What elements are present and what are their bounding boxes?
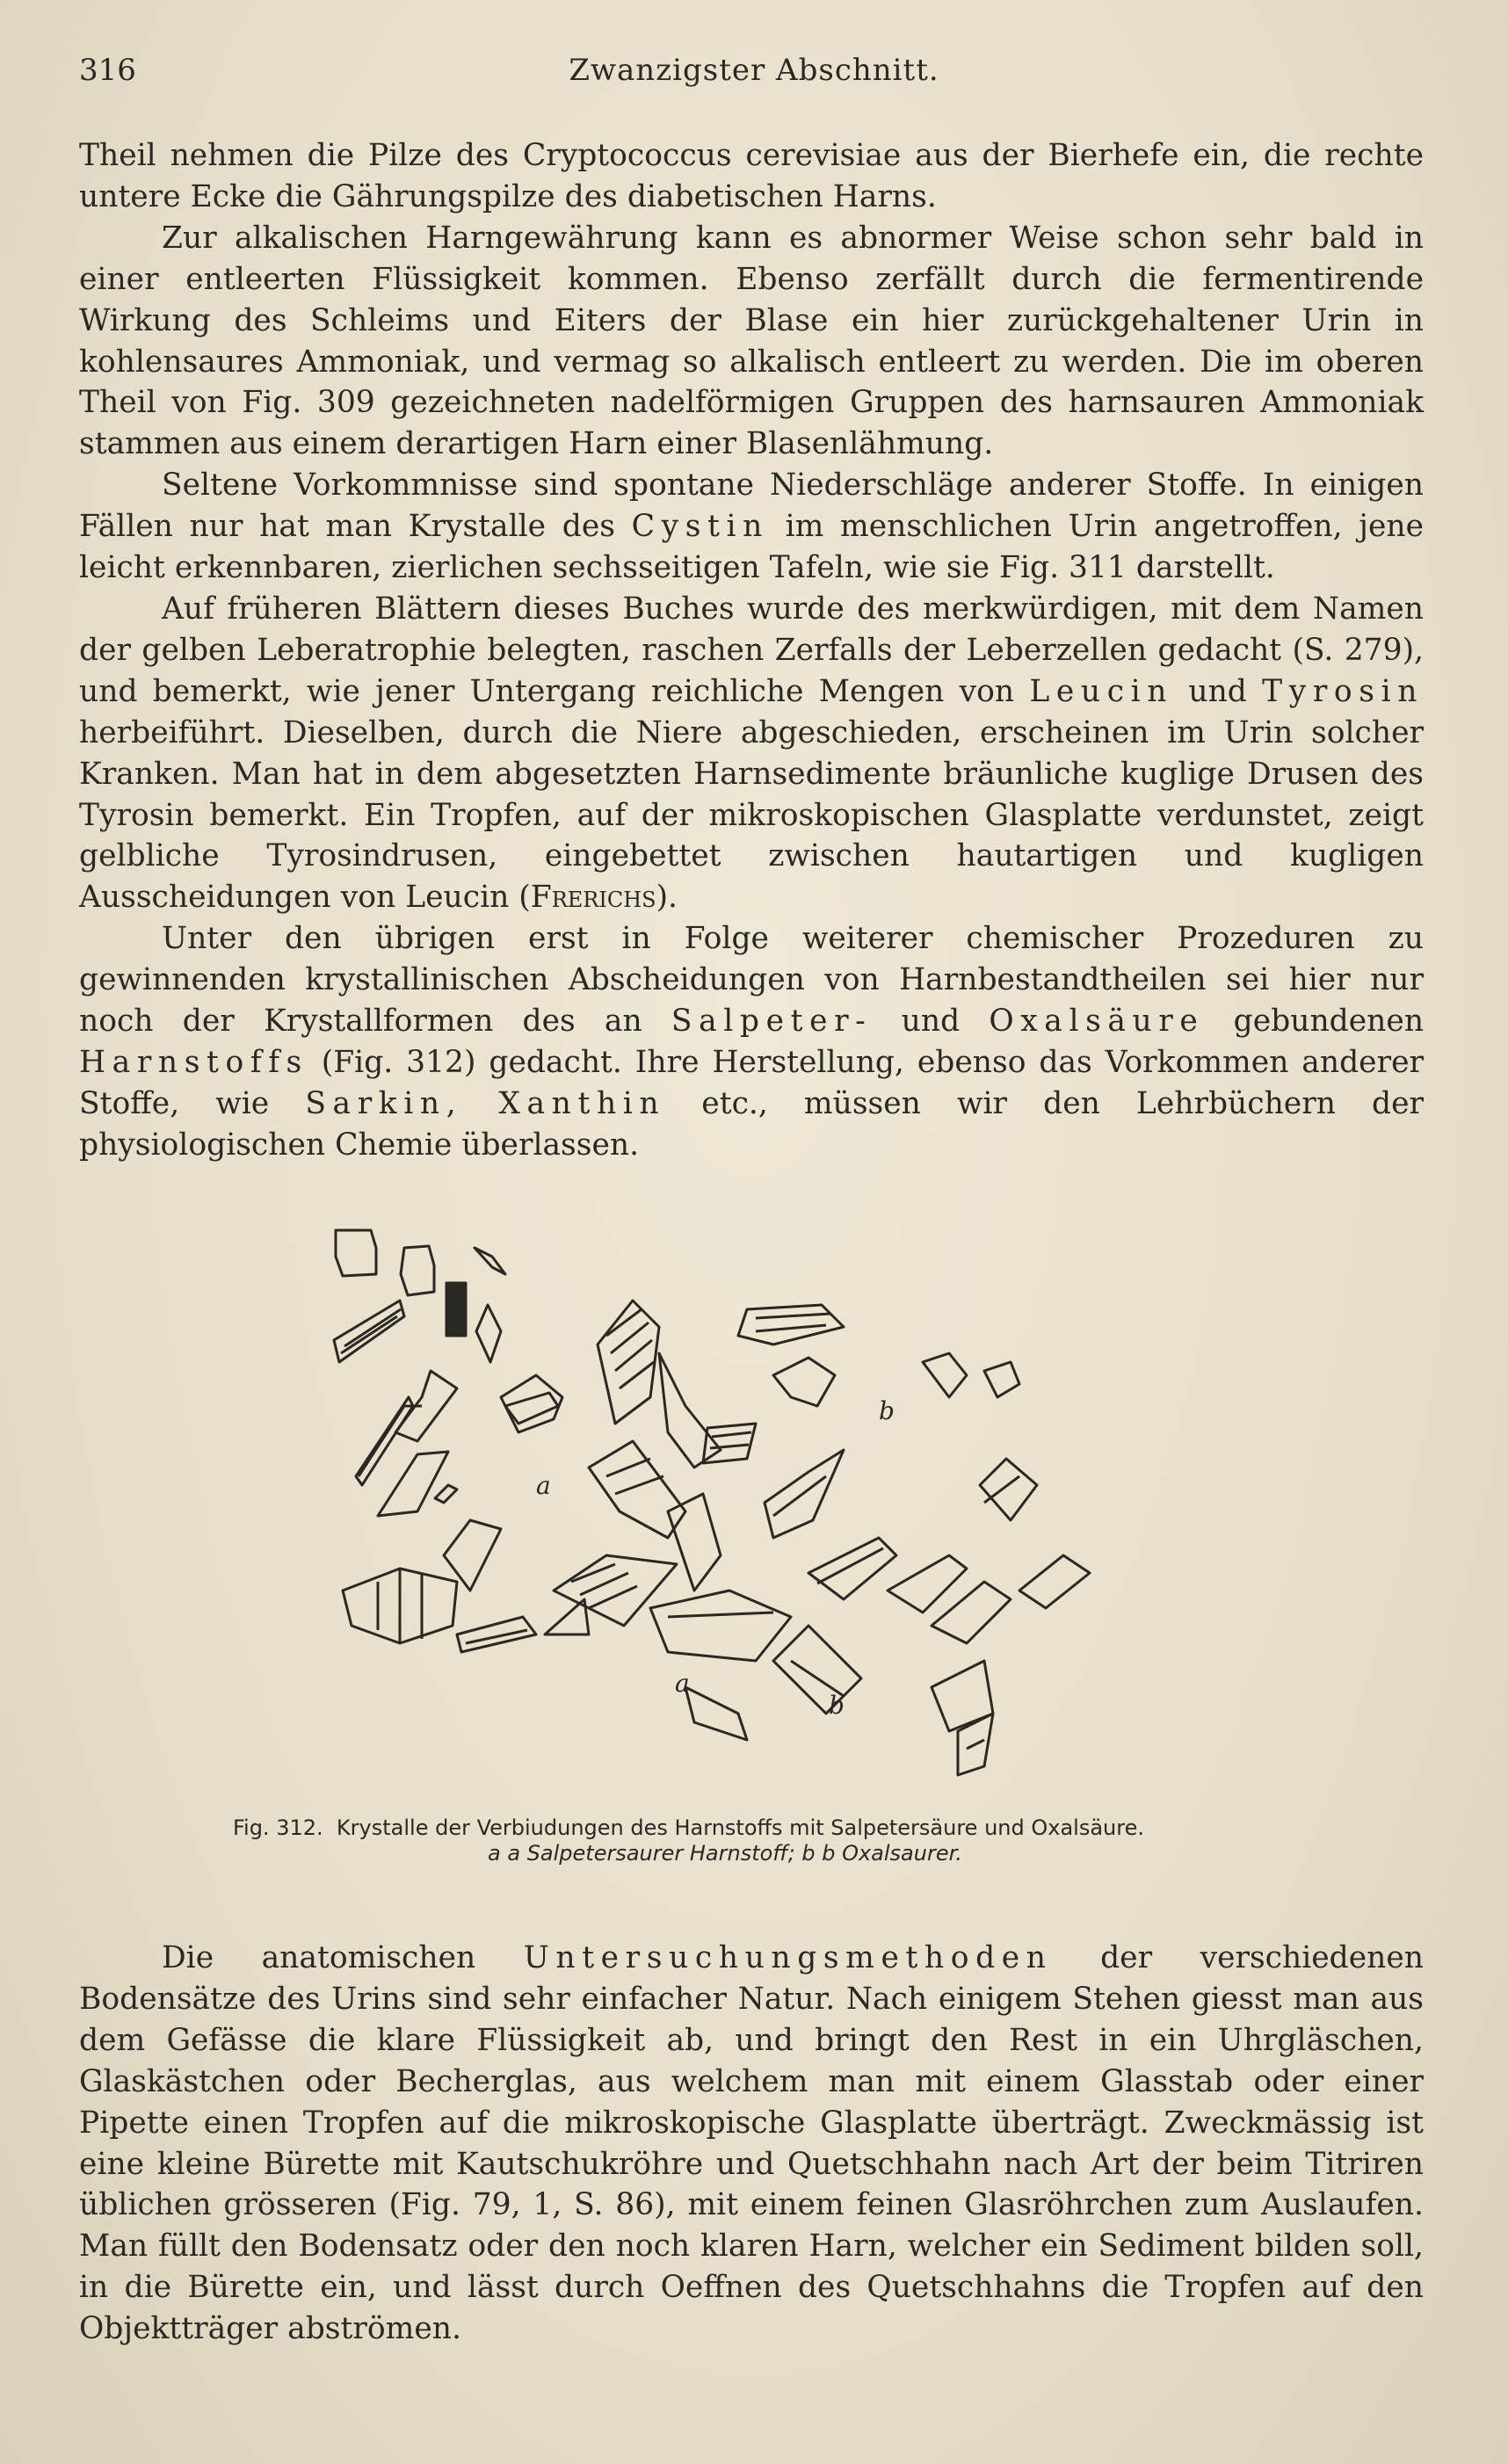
figure-312-crystals xyxy=(316,1221,1204,1801)
term-cystin: Cystin xyxy=(631,509,769,545)
paragraph-5-text-b: und xyxy=(901,1004,961,1040)
term-leucin: Leucin xyxy=(1029,673,1174,709)
crystal-hatching xyxy=(756,1314,830,1331)
page-number: 316 xyxy=(79,53,136,88)
crystal-illustration xyxy=(316,1221,1204,1801)
caption-line-2: a a Salpetersaurer Harnstoff; b b Oxalsaurer. xyxy=(488,1841,962,1866)
paragraph-5-text-e: etc., müssen wir den Lehrbüchern der physiologischen Chemie überlassen. xyxy=(79,1085,1425,1163)
crystal-plate xyxy=(336,1230,376,1276)
crystal-flat-prism xyxy=(738,1305,844,1344)
paragraph-5-text-c: gebundenen xyxy=(1233,1004,1425,1040)
crystal-star xyxy=(773,1358,835,1406)
figure-caption xyxy=(233,1815,1296,1866)
paragraph-4-text-c: herbeiführt. Dieselben, durch die Niere abgeschieden, erscheinen im Urin solcher Kranken. Man hat in dem abgesetzten Harnsedimente bräunliche kuglige Drusen des Tyrosin bemerkt. Ein Tropfen, auf der mikroskopischen Glasplatte verdunstet, zeigt gelbliche Tyrosindrusen, eingebettet zwischen hautartigen und kugligen Ausscheidungen von Leucin ( xyxy=(79,714,1424,916)
paragraph-4 xyxy=(79,589,1424,918)
crystal-plate xyxy=(401,1246,434,1295)
crystal-plate xyxy=(356,1397,413,1485)
crystal-hatching xyxy=(606,1309,654,1388)
author-frerichs: Frerichs xyxy=(530,880,656,916)
caption-figure-number: Fig. 312. xyxy=(233,1815,323,1840)
caption-line-1 xyxy=(233,1815,1296,1841)
paragraph-5 xyxy=(79,918,1424,1165)
paragraph-4-text-d: ). xyxy=(656,880,678,916)
term-salpeter: Salpeter- xyxy=(671,1004,873,1040)
paragraph-3 xyxy=(79,465,1424,589)
figure-label-b-top: b xyxy=(879,1396,895,1425)
paragraph-6-text-b: der verschiedenen Bodensätze des Urins sind sehr einfacher Natur. Nach einigem Stehen giesst man aus dem Gefässe die klare Flüssigkeit ab, und bringt den Rest in ein Uhrgläschen, Glaskästchen oder Becherglas, aus welchem man mit einem Glasstab oder einer Pipette einen Tropfen auf die mikroskopische Glasplatte überträgt. Zweckmässig ist eine kleine Bürette mit Kautschukröhre und Quetschhahn nach Art der beim Titriren üblichen grösseren (Fig. 79, 1, S. 86), mit einem feinen Glasröhrchen zum Auslaufen. Man füllt den Bodensatz oder den noch klaren Harn, welcher ein Sediment bilden soll, in die Bürette ein, und lässt durch Oeffnen des Quetschhahns die Tropfen auf den Objektträger abströmen. xyxy=(79,1940,1425,2347)
term-harnstoffs: Harnstoffs xyxy=(79,1044,308,1080)
crystal-hatching xyxy=(817,1548,883,1583)
text-block-bottom xyxy=(79,1938,1424,2350)
crystal-edge xyxy=(668,1612,773,1617)
text-block-top xyxy=(79,135,1424,1166)
paragraph-6 xyxy=(79,1938,1424,2350)
crystal-hatching xyxy=(606,1459,663,1494)
paragraph-1 xyxy=(79,135,1424,218)
paragraph-3-text-a: Seltene Vorkommnisse sind spontane Niederschläge anderer Stoffe. In einigen Fällen nur hat man Krystalle des xyxy=(79,467,1424,545)
paragraph-2 xyxy=(79,218,1424,465)
crystal-large-prism xyxy=(650,1591,791,1661)
paragraph-6-text-a: Die anatomischen xyxy=(162,1940,476,1975)
crystal-hatching xyxy=(378,1569,422,1643)
crystal-hatching xyxy=(984,1476,1019,1503)
figure-label-a-bottom: a xyxy=(675,1669,690,1698)
crystal-needle xyxy=(685,1687,747,1740)
paragraph-4-text-b: und xyxy=(1188,673,1247,709)
paragraph-3-text-b: im menschlichen Urin angetroffen, jene leicht erkennbaren, zierlichen sechsseitigen Tafeln, wie sie Fig. 311 darstellt. xyxy=(79,509,1425,586)
crystal-needle-plate xyxy=(457,1617,536,1652)
crystal-hatching xyxy=(466,1630,527,1643)
crystal-prism xyxy=(773,1626,861,1714)
crystal-small xyxy=(435,1485,457,1503)
crystal-star xyxy=(984,1362,1019,1397)
running-head: Zwanzigster Abschnitt. xyxy=(569,53,939,88)
crystal-star xyxy=(923,1353,967,1397)
caption-text: Krystalle der Verbiudungen des Harnstoffs mit Salpetersäure und Oxalsäure. xyxy=(336,1815,1144,1840)
crystal-rhomb xyxy=(476,1305,501,1362)
figure-label-b-bottom: b xyxy=(829,1691,845,1720)
paragraph-1-text: Theil nehmen die Pilze des Cryptococcus cerevisiae aus der Bierhefe ein, die rechte untere Ecke die Gährungspilze des diabetischen Harns. xyxy=(79,138,1424,214)
crystal-dark-bar xyxy=(446,1283,466,1336)
term-untersuchungsmethoden: Untersuchungsmethoden xyxy=(523,1940,1053,1975)
term-oxalsaeure: Oxalsäure xyxy=(989,1004,1205,1040)
crystal-needle xyxy=(475,1248,505,1274)
page-header xyxy=(79,53,1429,97)
crystal-thin-plate xyxy=(888,1555,967,1612)
term-sarkin: Sarkin, xyxy=(305,1085,463,1121)
crystal-needle-bundle xyxy=(668,1494,721,1591)
crystal-plate xyxy=(378,1452,448,1516)
paragraph-4-text-a: Auf früheren Blättern dieses Buches wurde des merkwürdigen, mit dem Namen der gelben Leberatrophie belegten, raschen Zerfalls der Leberzellen gedacht (S. 279), und bemerkt, wie jener Untergang reichliche Mengen von xyxy=(79,591,1424,709)
crystal-edge xyxy=(967,1740,984,1749)
crystal-thin-plate xyxy=(808,1538,896,1599)
paragraph-5-text-a: Unter den übrigen erst in Folge weiterer chemischer Prozeduren zu gewinnenden krystallinischen Abscheidungen von Harnbestandtheilen sei hier nur noch der Krystallformen des an xyxy=(79,921,1424,1040)
figure-label-a-top: a xyxy=(536,1471,551,1500)
crystal-prism xyxy=(659,1353,721,1468)
term-tyrosin: Tyrosin xyxy=(1262,673,1425,709)
paragraph-5-text-d: (Fig. 312) gedacht. Ihre Herstellung, ebenso das Vorkommen anderer Stoffe, wie xyxy=(79,1044,1424,1121)
crystal-prism xyxy=(980,1459,1037,1520)
paragraph-2-text: Zur alkalischen Harngewährung kann es abnormer Weise schon sehr bald in einer entleerten Flüssigkeit kommen. Ebenso zerfällt durch die fermentirende Wirkung des Schleims und Eiters der Blase ein hier zurückgehaltener Urin in kohlensaures Ammoniak, und vermag so alkalisch entleert zu werden. Die im oberen Theil von Fig. 309 gezeichneten nadelförmigen Gruppen des harnsauren Ammoniak stammen aus einem derartigen Harn einer Blasenlähmung. xyxy=(79,220,1424,462)
crystal-fan xyxy=(554,1555,677,1626)
crystal-thin-plate xyxy=(1019,1555,1090,1608)
term-xanthin: Xanthin xyxy=(498,1085,666,1121)
crystal-prism xyxy=(932,1661,993,1731)
